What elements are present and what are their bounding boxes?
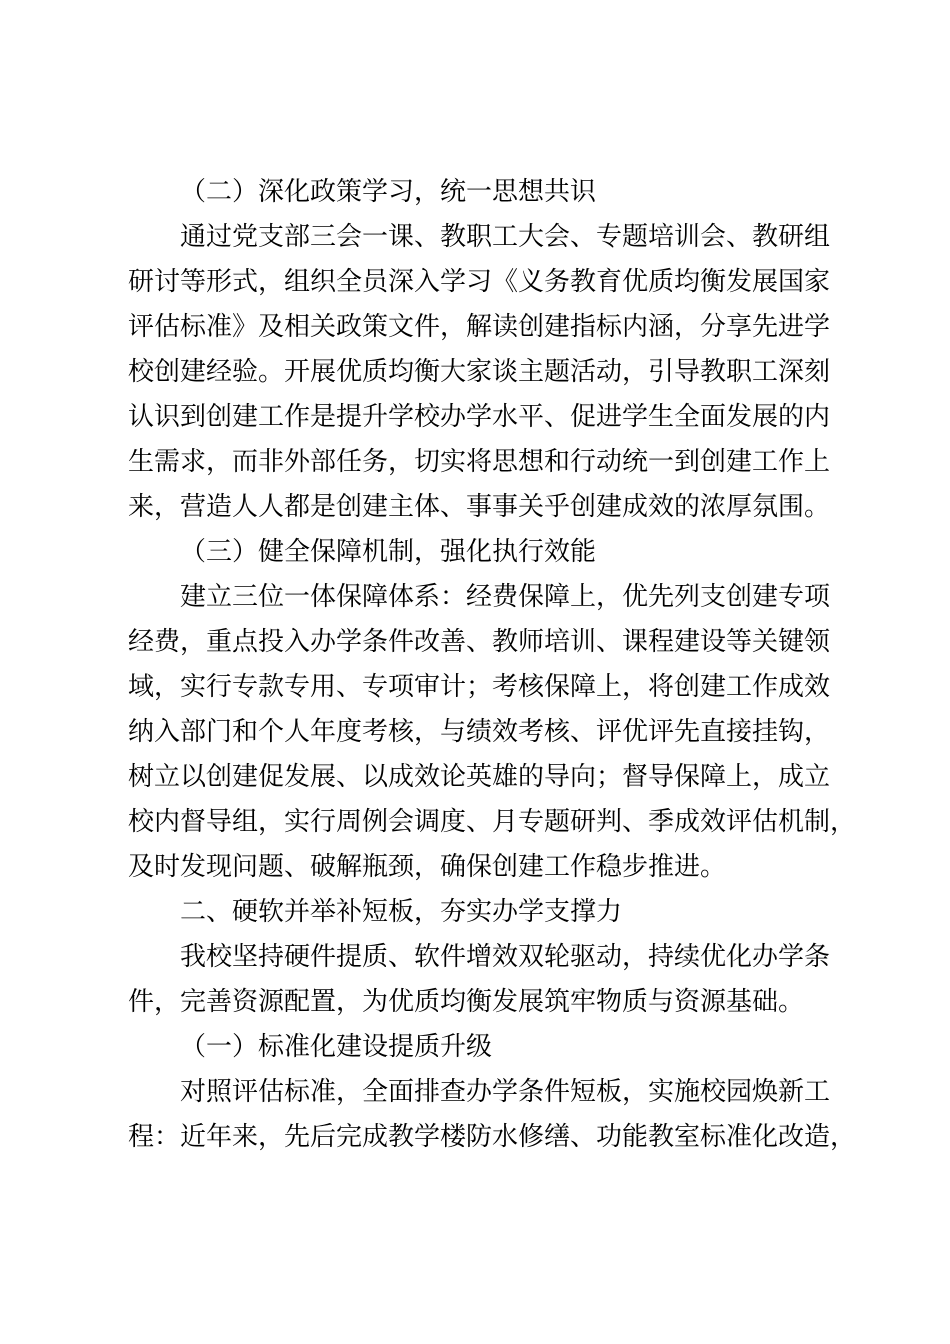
paragraph-line: 对照评估标准，全面排查办学条件短板，实施校园焕新工 [180,1077,831,1107]
section-heading-guarantee-mechanism [128,530,853,575]
paragraph-line: 纳入部门和个人年度考核，与绩效考核、评优评先直接挂钩， [128,717,831,747]
heading-text: （一）标准化建设提质升级 [180,1032,493,1062]
paragraph-line: 生需求，而非外部任务，切实将思想和行动统一到创建工作上 [128,447,831,477]
paragraph-line: 程：近年来，先后完成教学楼防水修缮、功能教室标准化改造， [128,1122,857,1152]
paragraph-line: 我校坚持硬件提质、软件增效双轮驱动，持续优化办学条 [180,942,831,972]
paragraph-line: 件，完善资源配置，为优质均衡发展筑牢物质与资源基础。 [128,987,805,1017]
paragraph-line: 校创建经验。开展优质均衡大家谈主题活动，引导教职工深刻 [128,357,831,387]
paragraph-line: 经费，重点投入办学条件改善、教师培训、课程建设等关键领 [128,627,831,657]
paragraph-guarantee-mechanism [128,575,857,890]
paragraph-line: 树立以创建促发展、以成效论英雄的导向；督导保障上，成立 [128,762,831,792]
paragraph-line: 来，营造人人都是创建主体、事事关乎创建成效的浓厚氛围。 [128,492,831,522]
heading-text: 二、硬软并举补短板，夯实办学支撑力 [180,897,623,927]
section-heading-standardization [128,1025,853,1070]
paragraph-policy-study [128,215,853,530]
section-heading-hardware-software [128,890,853,935]
paragraph-line: 建立三位一体保障体系：经费保障上，优先列支创建专项 [180,582,831,612]
section-heading-policy-study [128,170,853,215]
document-page [128,170,857,1160]
paragraph-hardware-software [128,935,853,1025]
paragraph-standardization [128,1070,857,1160]
paragraph-line: 评估标准》及相关政策文件，解读创建指标内涵，分享先进学 [128,312,831,342]
paragraph-line: 及时发现问题、破解瓶颈，确保创建工作稳步推进。 [128,852,727,882]
heading-text: （二）深化政策学习，统一思想共识 [180,177,597,207]
paragraph-line: 研讨等形式，组织全员深入学习《义务教育优质均衡发展国家 [128,267,831,297]
heading-text: （三）健全保障机制，强化执行效能 [180,537,597,567]
paragraph-line: 通过党支部三会一课、教职工大会、专题培训会、教研组 [180,222,831,252]
paragraph-line: 校内督导组，实行周例会调度、月专题研判、季成效评估机制， [128,807,857,837]
paragraph-line: 域，实行专款专用、专项审计；考核保障上，将创建工作成效 [128,672,831,702]
paragraph-line: 认识到创建工作是提升学校办学水平、促进学生全面发展的内 [128,402,831,432]
